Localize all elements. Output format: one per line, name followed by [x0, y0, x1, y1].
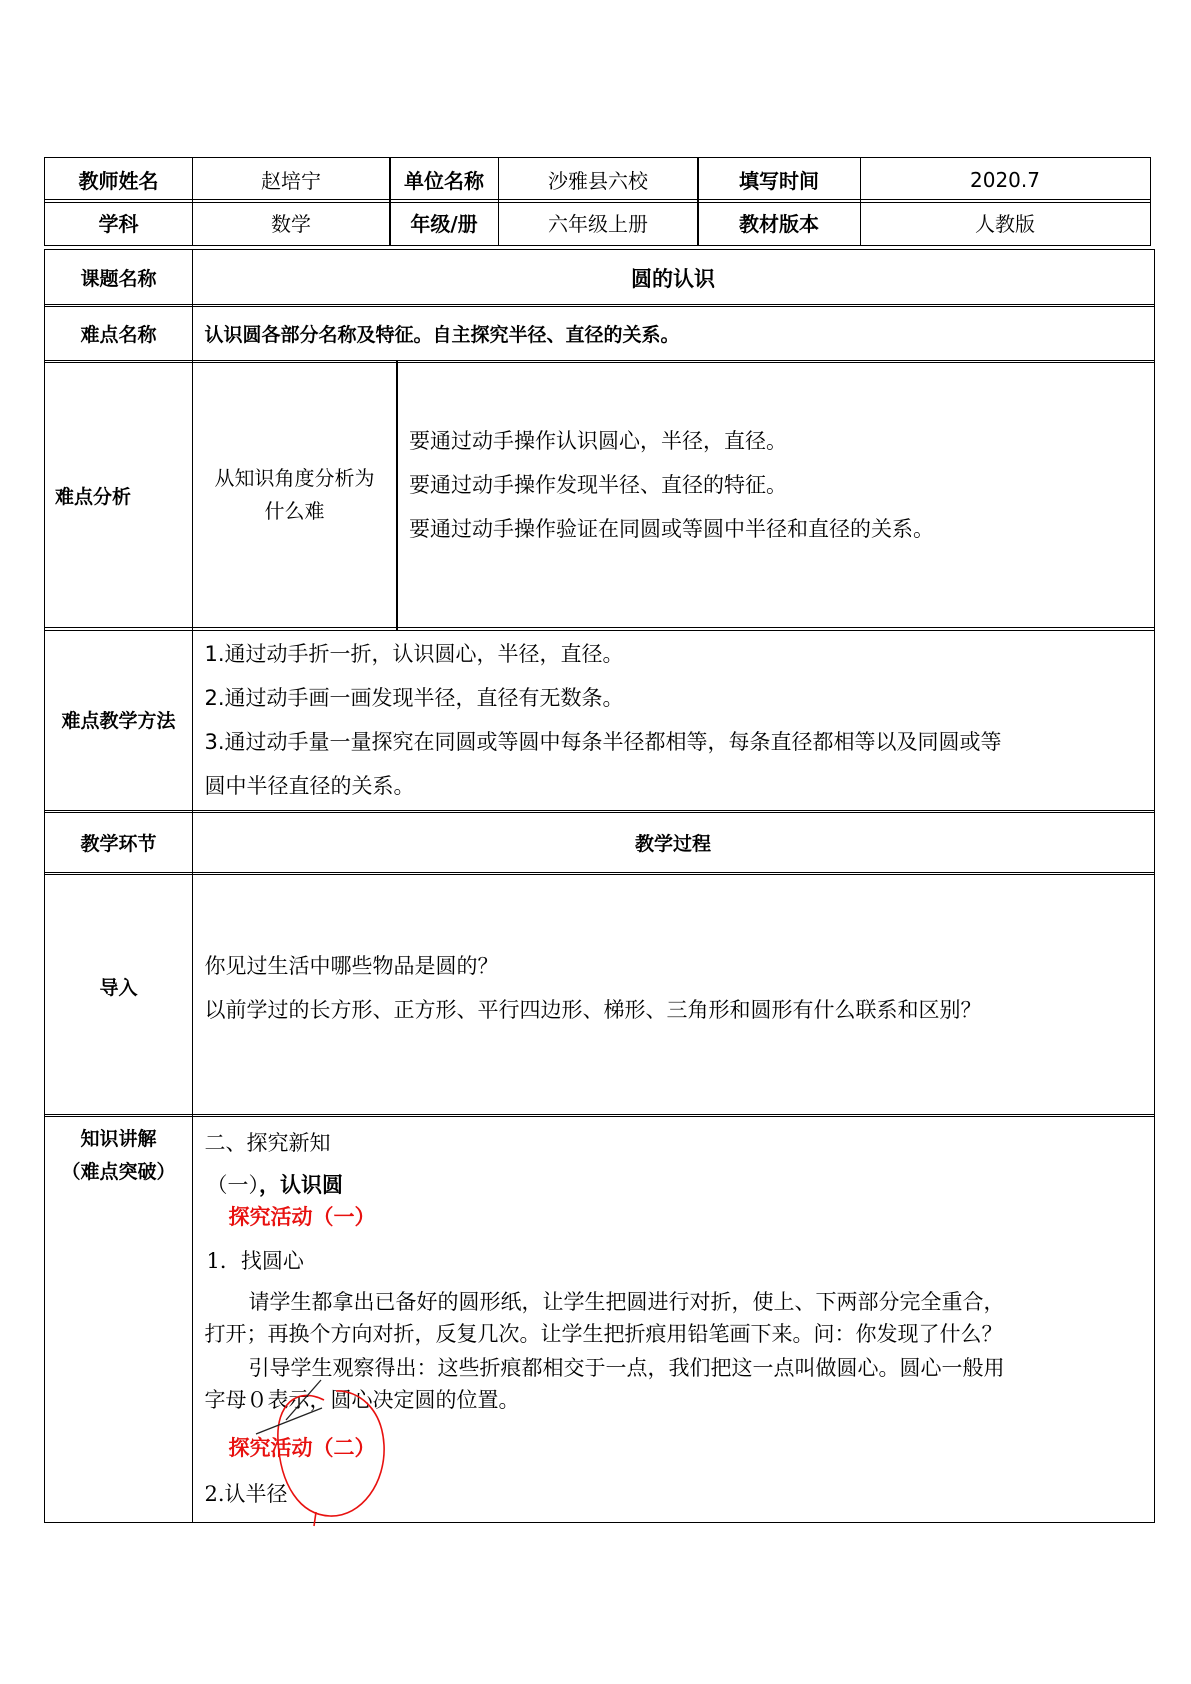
time-label: 填写时间 [697, 157, 861, 203]
difficulty-value: 认识圆各部分名称及特征。自主探究半径、直径的关系。 [192, 304, 1155, 363]
topic-value: 圆的认识 [192, 249, 1155, 307]
method-row [44, 627, 1154, 811]
intro-label: 导入 [44, 872, 193, 1117]
knowledge-label-1: 知识讲解 [80, 1128, 157, 1150]
activity-1-title: 探究活动（一） [228, 1204, 376, 1229]
paragraph-1a: 请学生都拿出已备好的圆形纸，让学生把圆进行对折，使上、下两部分完全重合， [248, 1290, 1005, 1314]
analysis-row [44, 360, 1154, 629]
analysis-line: 要通过动手操作认识圆心，半径，直径。 [409, 429, 787, 454]
subsection-title [207, 1169, 344, 1199]
knowledge-content [192, 1114, 1155, 1523]
difficulty-row [44, 304, 1154, 361]
activity-2-title: 探究活动（二） [228, 1435, 376, 1460]
paragraph-2a: 引导学生观察得出：这些折痕都相交于一点，我们把这一点叫做圆心。圆心一般用 [248, 1356, 1005, 1380]
method-line: 圆中半径直径的关系。 [204, 773, 415, 798]
grade-label: 年级/册 [389, 199, 499, 246]
subject-label: 学科 [44, 199, 193, 246]
paragraph-1b: 打开；再换个方向对折，反复几次。让学生把折痕用铅笔画下来。问：你发现了什么？ [204, 1322, 1003, 1346]
analysis-line: 要通过动手操作验证在同圆或等圆中半径和直径的关系。 [409, 517, 934, 542]
grade-value: 六年级上册 [498, 199, 699, 246]
knowledge-row [44, 1114, 1154, 1521]
method-line: 3.通过动手量一量探究在同圆或等圆中每条半径都相等，每条直径都相等以及同圆或等 [204, 729, 1002, 754]
intro-row [44, 872, 1154, 1115]
edition-label: 教材版本 [697, 199, 861, 246]
topic-label: 课题名称 [44, 249, 193, 307]
method-label: 难点教学方法 [44, 627, 193, 813]
topic-row [44, 249, 1154, 305]
intro-line: 你见过生活中哪些物品是圆的？ [204, 954, 499, 979]
method-line: 2.通过动手画一画发现半径，直径有无数条。 [204, 685, 624, 710]
process-value: 教学过程 [192, 810, 1155, 875]
process-label: 教学环节 [44, 810, 193, 875]
paragraph-2b: 字母０表示，圆心决定圆的位置。 [204, 1388, 520, 1412]
subject-value: 数学 [192, 199, 391, 246]
method-line: 1.通过动手折一折，认识圆心，半径，直径。 [204, 641, 624, 666]
subsection-prefix: （一） [206, 1173, 259, 1197]
teacher-value: 赵培宁 [192, 157, 391, 203]
teacher-label: 教师姓名 [44, 157, 193, 203]
subsection-name: ，认识圆 [259, 1172, 343, 1197]
info-row-2 [44, 199, 1154, 244]
intro-line: 以前学过的长方形、正方形、平行四边形、梯形、三角形和圆形有什么联系和区别？ [204, 998, 982, 1023]
analysis-line: 要通过动手操作发现半径、直径的特征。 [409, 473, 787, 498]
method-content [192, 627, 1155, 813]
unit-label: 单位名称 [389, 157, 499, 203]
difficulty-label: 难点名称 [44, 304, 193, 363]
unit-value: 沙雅县六校 [498, 157, 699, 203]
process-header-row [44, 810, 1154, 873]
analysis-content [396, 360, 1155, 631]
step-1-title: 1．找圆心 [206, 1249, 304, 1273]
analysis-sub-label: 从知识角度分析为什么难 [192, 360, 398, 631]
analysis-label: 难点分析 [44, 360, 193, 631]
time-value: 2020.7 [860, 157, 1151, 203]
section-title: 二、探究新知 [204, 1131, 331, 1155]
info-row-1 [44, 157, 1154, 201]
step-2-title: 2.认半径 [204, 1482, 288, 1506]
knowledge-label-2: （难点突破） [61, 1161, 176, 1183]
edition-value: 人教版 [860, 199, 1151, 246]
knowledge-label [44, 1114, 193, 1523]
intro-content [192, 872, 1155, 1117]
